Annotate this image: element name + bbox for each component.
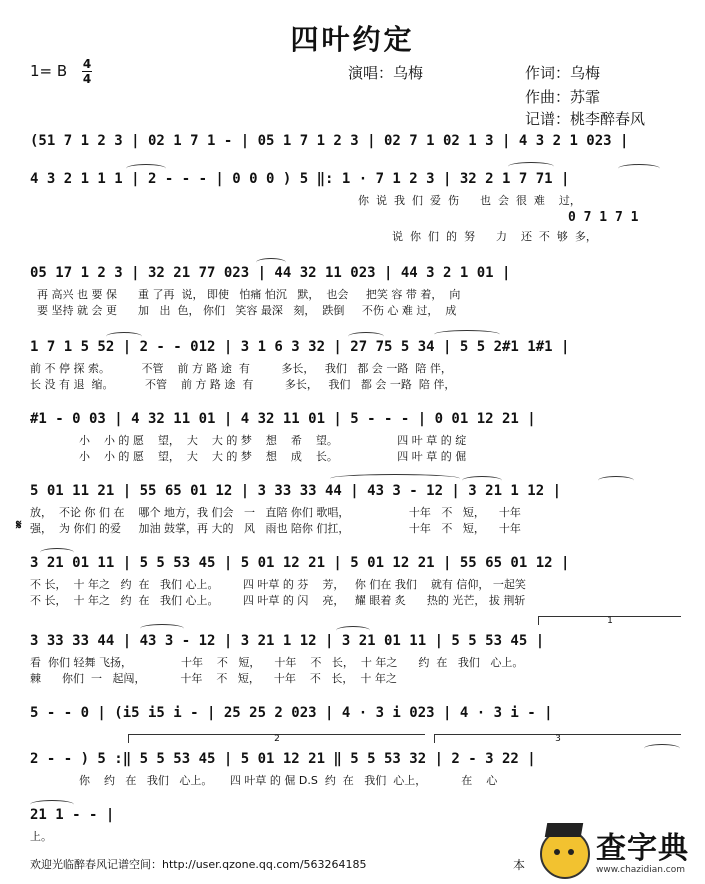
lyric-line-1: 前 不 停 探 索。 不管 前 方 路 途 有 多长， 我们 都 会 一路 陪 伴， bbox=[30, 362, 452, 375]
time-numerator: 4 bbox=[82, 57, 92, 71]
lyric-line-1: 小 小 的 愿 望， 大 大 的 梦 想 希 望。 四 叶 草 的 绽 bbox=[30, 434, 467, 447]
notation-line: 3 21 01 11 | 5 5 53 45 | 5 01 12 21 | 5 01 12 21 | 55 65 01 12 | bbox=[30, 555, 570, 571]
score-row bbox=[30, 552, 680, 616]
lyric-line-1: 不 长， 十 年之 约 在 我们 心上。 四 叶草 的 芬 芳， 你 们在 我们 就有 信仰， 一起笑 bbox=[30, 578, 526, 591]
page-title: 四叶约定 bbox=[290, 23, 415, 56]
volta-bracket: 1 bbox=[538, 616, 681, 625]
notation-line: 4 3 2 1 1 1 | 2 - - - | 0 0 0 ) 5 ‖: 1 · 7 1 2 3 | 32 2 1 7 71 | bbox=[30, 171, 570, 187]
lyric-line-2: 要 坚持 就 会 更 加 出 色， 你们 笑容 最深 刻， 跌倒 不伤 心 难 过， 成 bbox=[30, 304, 457, 317]
lyric-line-1: 上。 bbox=[30, 830, 52, 843]
lyric-line-2: 不 长， 十 年之 约 在 我们 心上。 四 叶草 的 闪 亮， 耀 眼着 炙 热的 光芒， 拔 荆斩 bbox=[30, 594, 526, 607]
lyric-line-2: 棘 你们 一 起闯， 十年 不 短， 十年 不 长， 十 年之 bbox=[30, 672, 397, 685]
footer-char: 本 bbox=[513, 858, 526, 872]
lyric-line-1: 放， 不论 你 们 在 哪个 地方，我 们会 一 直陪 你们 歌唱， 十年 不 短， 十年 bbox=[30, 506, 521, 519]
segno-sign: 𝄋 bbox=[16, 518, 22, 533]
transcriber: 记谱：桃李醉春风 bbox=[525, 110, 646, 128]
time-signature bbox=[80, 58, 94, 85]
key-signature: 1= B bbox=[30, 62, 68, 80]
score-row bbox=[30, 336, 680, 400]
lyric-line-2: 强， 为 你们 的爱 加油 鼓掌，再 大的 风 雨也 陪你 们扛， 十年 不 短， 十年 bbox=[30, 522, 521, 535]
score-row bbox=[30, 262, 680, 326]
mascot-icon bbox=[540, 829, 590, 879]
notation-line: 5 01 11 21 | 55 65 01 12 | 3 33 33 44 | 43 3 - 12 | 3 21 1 12 | bbox=[30, 483, 562, 499]
site-logo[interactable] bbox=[540, 826, 700, 882]
lyric-line-1: 你 约 在 我们 心上。 四 叶草 的 倔 D.S 约 在 我们 心上， 在 心 bbox=[30, 774, 498, 787]
score-row bbox=[30, 168, 680, 243]
score-row bbox=[16, 480, 680, 544]
composer: 作曲：苏霏 bbox=[525, 88, 601, 106]
logo-title: 查字典 bbox=[596, 831, 689, 866]
notation-line: 21 1 - - | bbox=[30, 807, 115, 823]
volta-bracket: 2 bbox=[128, 734, 425, 743]
notation-line: 1 7 1 5 52 | 2 - - 012 | 3 1 6 3 32 | 27 75 5 34 | 5 5 2#1 1#1 | bbox=[30, 339, 570, 355]
lyricist: 作词：乌梅 bbox=[525, 64, 601, 82]
lyric-line-1: 再 高兴 也 要 保 重 了再 说， 即使 怕痛 怕沉 默， 也会 把笑 容 带 着， 向 bbox=[30, 288, 461, 301]
notation-line: (51 7 1 2 3 | 02 1 7 1 - | 05 1 7 1 2 3 | 02 7 1 02 1 3 | 4 3 2 1 023 | bbox=[30, 133, 629, 149]
footer-link-text[interactable]: 欢迎光临醉春风记谱空间：http://user.qzone.qq.com/563264185 bbox=[30, 858, 367, 871]
lyric-line-1: 你 说 我 们 爱 伤 也 会 很 难 过， bbox=[358, 194, 581, 207]
logo-url: www.chazidian.com bbox=[596, 865, 686, 875]
notation-line: 2 - - ) 5 :‖ 5 5 53 45 | 5 01 12 21 ‖ 5 5 53 32 | 2 - 3 22 | bbox=[30, 751, 536, 767]
score-row bbox=[30, 616, 680, 694]
alt-notation: 0 7 1 7 1 bbox=[568, 210, 639, 225]
score-row bbox=[30, 408, 680, 472]
score-row bbox=[30, 734, 680, 812]
time-denominator: 4 bbox=[82, 72, 92, 86]
singer: 演唱：乌梅 bbox=[348, 64, 424, 82]
volta-bracket: 3 bbox=[434, 734, 681, 743]
notation-line: 05 17 1 2 3 | 32 21 77 023 | 44 32 11 023 | 44 3 2 1 01 | bbox=[30, 265, 511, 281]
lyric-line-2: 说 你 们 的 努 力 还 不 够 多， bbox=[392, 230, 597, 243]
notation-line: 5 - - 0 | (i5 i5 i - | 25 25 2 023 | 4 · 3 i 023 | 4 · 3 i - | bbox=[30, 705, 553, 721]
lyric-line-1: 看 你们 轻舞 飞扬， 十年 不 短， 十年 不 长， 十 年之 约 在 我们 心上。 bbox=[30, 656, 524, 669]
lyric-line-2: 长 没 有 退 缩。 不管 前 方 路 途 有 多长， 我们 都 会 一路 陪 伴， bbox=[30, 378, 456, 391]
lyric-line-2: 小 小 的 愿 望， 大 大 的 梦 想 成 长。 四 叶 草 的 倔 bbox=[30, 450, 467, 463]
notation-line: 3 33 33 44 | 43 3 - 12 | 3 21 1 12 | 3 21 01 11 | 5 5 53 45 | bbox=[30, 633, 545, 649]
notation-line: #1 - 0 03 | 4 32 11 01 | 4 32 11 01 | 5 - - - | 0 01 12 21 | bbox=[30, 411, 536, 427]
